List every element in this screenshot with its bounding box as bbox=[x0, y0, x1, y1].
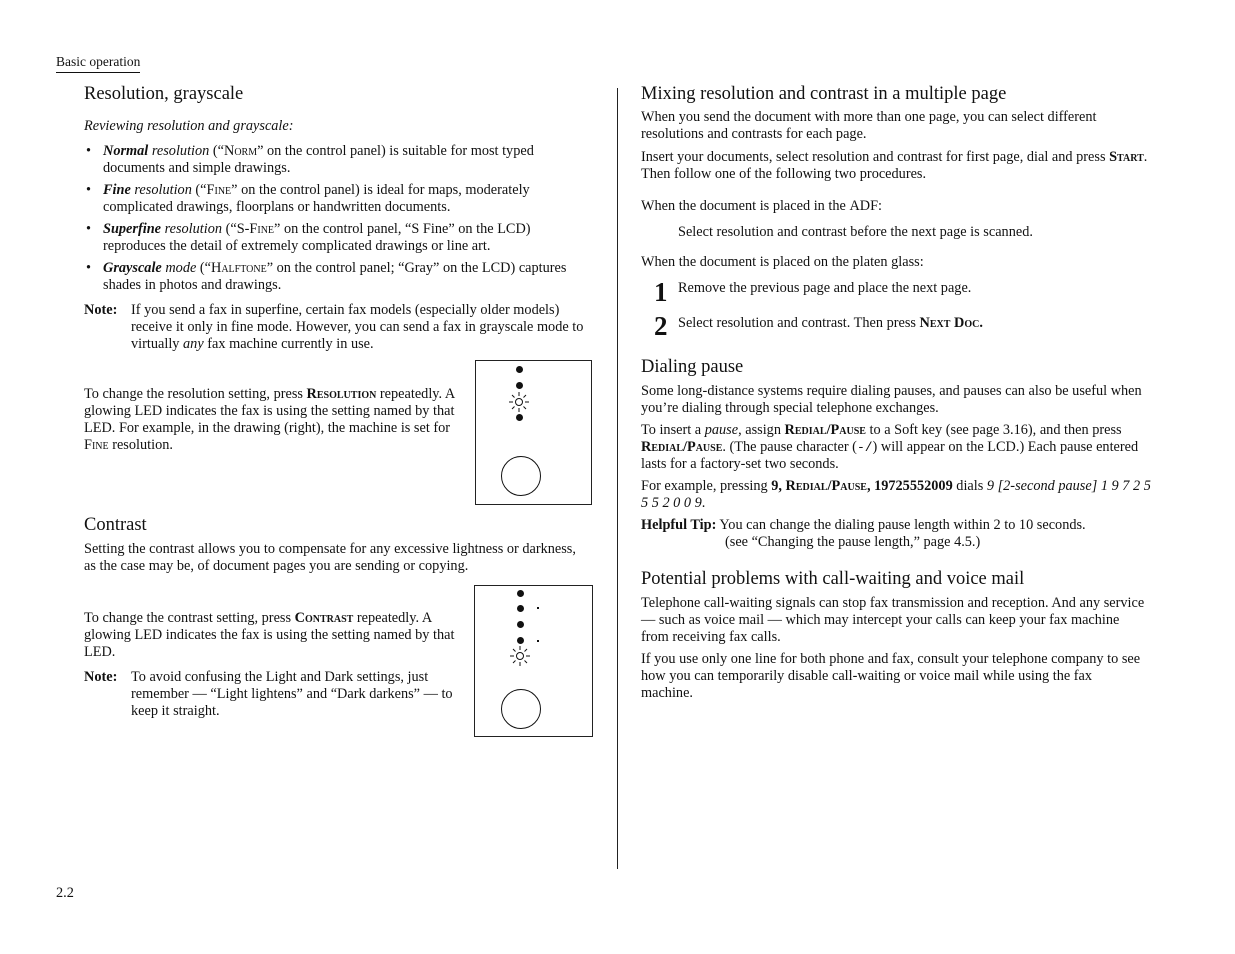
key-halftone: Halftone bbox=[211, 260, 267, 276]
key-adf: ADF bbox=[849, 198, 879, 214]
text: To change the contrast setting, press bbox=[84, 610, 295, 626]
mixing-p2 bbox=[641, 149, 1151, 183]
text: resolution. bbox=[108, 437, 173, 453]
pause-character: -/ bbox=[856, 440, 873, 455]
key-resolution: Resolution bbox=[306, 386, 377, 402]
running-header bbox=[56, 54, 140, 73]
page-number: 2.2 bbox=[56, 885, 74, 901]
contrast-button-icon bbox=[501, 689, 541, 729]
text: Insert your documents, select resolution and contrast for first page, dial and press bbox=[641, 149, 1110, 165]
led-dot bbox=[517, 621, 524, 628]
step-number-2: 2 bbox=[654, 311, 668, 341]
resolution-note bbox=[84, 302, 594, 353]
callwait-p1: Telephone call-waiting signals can stop fax transmission and reception. And any service — such as voice mail — which may intercept your calls can keep your fax machine from receiving fax calls. bbox=[641, 595, 1145, 645]
resolution-instructions bbox=[84, 386, 474, 454]
tip-text: You can change the dialing pause length within 2 to 10 seconds. bbox=[716, 517, 1086, 533]
note-label: Note: bbox=[84, 302, 118, 318]
text: For example, pressing bbox=[641, 478, 772, 494]
note-text bbox=[131, 302, 594, 353]
text: To change the resolution setting, press bbox=[84, 386, 307, 402]
text: Select resolution and contrast. Then press bbox=[678, 315, 920, 331]
tip-label: Helpful Tip: bbox=[641, 517, 717, 533]
adf-step: Select resolution and contrast before the next page is scanned. bbox=[678, 224, 1033, 240]
item-text: ) reproduces the detail of extremely complicated drawings or line art. bbox=[103, 221, 531, 254]
term-grayscale: Grayscale bbox=[103, 260, 162, 276]
emphasis: pause bbox=[704, 422, 739, 438]
text: . bbox=[111, 644, 116, 660]
column-divider bbox=[617, 88, 618, 869]
quote-open: (“ bbox=[209, 143, 224, 159]
list-item-superfine bbox=[84, 221, 596, 255]
list-item-grayscale bbox=[84, 260, 596, 294]
key-redial-pause: Redial/Pause bbox=[641, 439, 723, 455]
text: . bbox=[701, 495, 706, 511]
adf-heading bbox=[641, 198, 882, 215]
emphasis: 9 [2-second pause] 1 9 7 2 5 5 5 2 0 0 9 bbox=[641, 478, 1151, 511]
key-norm: Norm bbox=[224, 143, 258, 159]
contrast-note bbox=[84, 669, 469, 720]
key-contrast: Contrast bbox=[294, 610, 354, 626]
term-kind: resolution bbox=[130, 182, 192, 198]
note-emphasis: any bbox=[183, 336, 204, 352]
key-lcd: LCD bbox=[481, 260, 511, 276]
list-item-fine bbox=[84, 182, 596, 216]
step-2-text bbox=[678, 315, 983, 332]
note-part: If you send a fax in superfine, certain fax models (especially older models) receive it only in fine mode. However, you can send a fax in grayscale mode to virtually bbox=[131, 302, 584, 352]
bold-text: 9, bbox=[771, 478, 786, 494]
led-dot bbox=[516, 366, 523, 373]
step-1-text: Remove the previous page and place the next page. bbox=[678, 280, 972, 296]
led-dot bbox=[517, 637, 524, 644]
note-part: fax machine currently in use. bbox=[203, 336, 374, 352]
text: .) Each pause entered lasts for a factory-set two seconds. bbox=[641, 439, 1139, 472]
led-dot bbox=[517, 590, 524, 597]
key-redial-pause: Redial/Pause bbox=[785, 478, 867, 494]
text: indicates the fax is using the setting named by that bbox=[162, 627, 455, 643]
key-led: LED bbox=[134, 403, 163, 419]
text: repeatedly. A glowing bbox=[84, 386, 455, 419]
pause-p2 bbox=[641, 422, 1151, 473]
term-kind: resolution bbox=[161, 221, 223, 237]
key-redial-pause: Redial/Pause bbox=[784, 422, 866, 438]
text: indicates the fax is using the setting named by that bbox=[162, 403, 455, 419]
resolution-heading: Resolution, grayscale bbox=[84, 84, 244, 104]
section-label: Basic operation bbox=[56, 54, 141, 69]
item-text: ” on the control panel) is ideal for maps, moderately complicated drawings, floorplans or handwritten documents. bbox=[103, 182, 530, 215]
contrast-heading: Contrast bbox=[84, 515, 147, 535]
pause-p3 bbox=[641, 478, 1151, 512]
tick-mark bbox=[537, 640, 539, 642]
key-lcd: LCD bbox=[987, 439, 1016, 455]
key-led: LED bbox=[84, 420, 112, 436]
item-text: ” on the control panel; “Gray” on the bbox=[266, 260, 482, 276]
item-text: ” on the control panel) is suitable for most typed documents and simple drawings. bbox=[103, 143, 534, 176]
step-number-1: 1 bbox=[654, 277, 668, 307]
tick-mark bbox=[537, 607, 539, 609]
term-normal: Normal bbox=[103, 143, 149, 159]
led-dot bbox=[517, 605, 524, 612]
text: dials bbox=[952, 478, 987, 494]
term-kind: mode bbox=[161, 260, 197, 276]
mixing-p1: When you send the document with more than one page, you can select different resolutions and contrasts for each page. bbox=[641, 109, 1097, 142]
glowing-led-icon bbox=[508, 391, 530, 413]
text: . Then follow one of the following two procedures. bbox=[641, 149, 1148, 182]
text: : bbox=[878, 198, 883, 214]
platen-heading: When the document is placed on the platen glass: bbox=[641, 254, 924, 270]
key-led: LED bbox=[84, 644, 112, 660]
resolution-list bbox=[84, 143, 596, 299]
contrast-instructions bbox=[84, 610, 469, 661]
callwait-p2: If you use only one line for both phone and fax, consult your telephone company to see how you can temporarily disable call-waiting or voice mail while using the fax machine. bbox=[641, 651, 1141, 701]
contrast-panel-drawing bbox=[474, 585, 593, 737]
subtitle-text: Reviewing resolution and grayscale: bbox=[84, 118, 294, 134]
pause-p1: Some long-distance systems require dialing pauses, and pauses can also be useful when you’re dialing through special telephone exchanges. bbox=[641, 383, 1142, 416]
mixing-heading: Mixing resolution and contrast in a multiple page bbox=[641, 84, 1007, 104]
note-text: To avoid confusing the Light and Dark settings, just remember — “Light lightens” and “Dark darkens” — to keep it straight. bbox=[131, 669, 453, 719]
tip-text: (see “Changing the pause length,” page 4.5.) bbox=[725, 534, 981, 550]
key-lcd: LCD bbox=[497, 221, 526, 237]
list-item-normal bbox=[84, 143, 596, 177]
key-fine: Fine bbox=[206, 182, 232, 198]
key-led: LED bbox=[134, 627, 163, 643]
led-dot bbox=[516, 414, 523, 421]
text: ) will appear on the bbox=[872, 439, 988, 455]
text: repeatedly. A glowing bbox=[84, 610, 432, 643]
key-sfine: S-Fine bbox=[236, 221, 275, 237]
bold-text: , 19725552009 bbox=[866, 478, 953, 494]
led-dot bbox=[516, 382, 523, 389]
quote-open: (“ bbox=[222, 221, 237, 237]
pause-heading: Dialing pause bbox=[641, 357, 744, 377]
text: to a Soft key (see page 3.16), and then press bbox=[865, 422, 1122, 438]
contrast-intro: Setting the contrast allows you to compensate for any excessive lightness or darkness, as the case may be, of document pages you are sending or copying. bbox=[84, 541, 576, 574]
note-label: Note: bbox=[84, 669, 118, 685]
text: To insert a bbox=[641, 422, 705, 438]
text: . (The pause character ( bbox=[722, 439, 857, 455]
text: When the document is placed in the bbox=[641, 198, 850, 214]
text: , assign bbox=[738, 422, 785, 438]
key-start: Start bbox=[1109, 149, 1144, 165]
term-superfine: Superfine bbox=[103, 221, 161, 237]
resolution-button-icon bbox=[501, 456, 541, 496]
term-kind: resolution bbox=[148, 143, 210, 159]
quote-open: (“ bbox=[196, 260, 211, 276]
resolution-subtitle bbox=[84, 118, 294, 135]
text: . bbox=[979, 315, 983, 331]
key-next-doc: Next Doc bbox=[919, 315, 980, 331]
item-text: ) captures shades in photos and drawings. bbox=[103, 260, 567, 293]
resolution-panel-drawing bbox=[475, 360, 592, 505]
callwait-heading: Potential problems with call-waiting and voice mail bbox=[641, 569, 1025, 589]
key-fine: Fine bbox=[84, 437, 109, 453]
text: . For example, in the drawing (right), the machine is set for bbox=[111, 420, 451, 436]
item-text: ” on the control panel, “S Fine” on the bbox=[274, 221, 498, 237]
quote-open: (“ bbox=[191, 182, 207, 198]
glowing-led-icon bbox=[509, 645, 531, 667]
helpful-tip bbox=[641, 517, 1151, 551]
term-fine: Fine bbox=[103, 182, 131, 198]
